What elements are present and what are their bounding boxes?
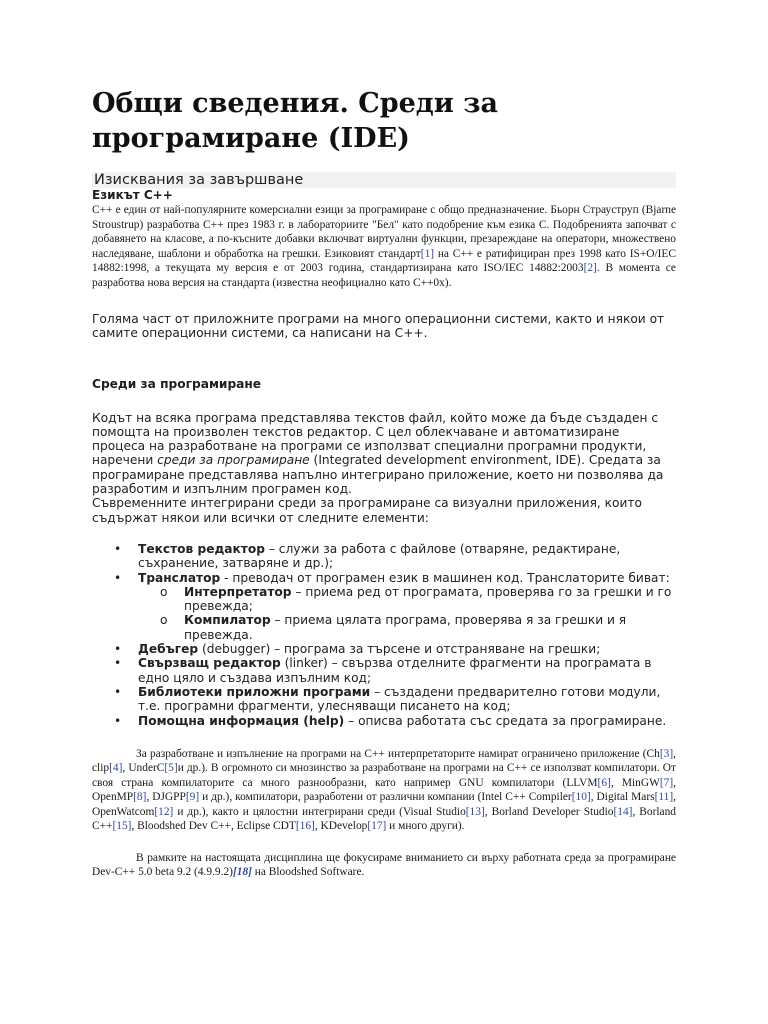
reference-link[interactable]: [7] [659,776,674,789]
reference-link[interactable]: [5] [164,762,178,775]
reference-link[interactable]: [18] [232,866,252,879]
reference-link[interactable]: [11] [654,791,674,804]
translator-types-list [138,585,676,642]
section-heading-cpp: Езикът C++ [92,188,173,202]
sub-list-item: o Компилатор – приема цялата програма, проверява я за грешки и я превежда. [160,613,627,642]
list-item: • Библиотеки приложни програми – създадени предварително готови модули, т.е. програмни фрагменти, улесняващи писането на код; [114,684,661,714]
paragraph-ide-intro: Кодът на всяка програма представлява текстов файл, който може да бъде създаден с помощта на произволен текстов редактор. С цел облекчаване и автоматизиране процеса на разработване на програми се използват специални програмни продукти, наречени среди за програмиране (Integrated development environment, IDE). Средата за програмиране представлява напълно интегрирано приложение, което ни позволява да разработим и изпълним програмен код. [92,410,664,497]
list-item: • Помощна информация (help) – описва работата със средата за програмиране. [114,713,667,728]
paragraph-cpp-usage: Голяма част от приложните програми на много операционни системи, както и някои от самите операционни системи, са написани на C++. [92,312,665,341]
reference-link[interactable]: [13] [465,805,485,818]
reference-link[interactable]: [8] [133,791,147,804]
page-title: Общи сведения. Среди за програмиране (IDE) [92,88,498,154]
reference-link[interactable]: [3] [659,747,674,760]
reference-link[interactable]: [12] [154,805,174,818]
reference-link[interactable]: [4] [109,762,123,775]
sub-list-item: o Интерпретатор – приема ред от програмата, проверява го за грешки и го превежда; [160,584,672,614]
reference-link[interactable]: [10] [571,791,591,804]
reference-link[interactable]: [16] [295,820,315,833]
list-item: • Транслатор - преводач от програмен език в машинен код. Транслаторите биват: o Интерпретатор – приема ред от програмата, проверява го за грешки и го превежда; o Компилатор – приема цялата програма, проверява я за грешки и я превежда. [92,571,676,642]
ide-elements-list [92,542,676,728]
reference-link[interactable]: [6] [597,776,611,789]
paragraph-ide-elements: Съвременните интегрирани среди за програмиране са визуални приложения, които съдържат някои или всички от следните елементи: [92,496,642,525]
list-item: • Свързващ редактор (linker) – свързва отделните фрагменти на програмата в едно цяло и създава изпълним код; [114,656,652,685]
paragraph-compilers: За разработване и изпълнение на програми на C++ интерпретаторите намират ограничено приложение (Ch[3], clip[4], UnderC[5]и др.). В огромното си мнозинство за разработване на програми на C++ се използват компилатори. От своя страна компилаторите са много разнообразни, като например GNU компилатори (LLVM[6], MinGW[7], OpenMP[8], DJGPP[9] и др.), компилатори, разработени от различни компании (Intel C++ Compiler[10], Digital Mars[11], OpenWatcom[12] и др.), както и цялостни интегрирани среди (Visual Studio[13], Borland Developer Studio[14], Borland C++[15], Bloodshed Dev C++, Eclipse CDT[16], KDevelop[17] и много други). [92,747,676,833]
list-item: • Текстов редактор – служи за работа с файлове (отваряне, редактиране, съхранение, затваряне и др.); [114,541,621,571]
reference-link[interactable]: [1] [420,247,435,260]
section-heading-ide: Среди за програмиране [92,376,262,391]
paragraph-dev-cpp: В рамките на настоящата дисциплина ще фокусираме вниманието си върху работната среда за програмиране Dev-C++ 5.0 beta 9.2 (4.9.9.2)[18] на Bloodshed Software. [92,851,676,879]
reference-link[interactable]: [17] [367,820,387,833]
reference-link[interactable]: [15] [112,820,132,833]
paragraph-cpp-intro: C++ е един от най-популярните комерсиални езици за програмиране с общо предназначение. Бьорн Страуструп (Bjarne Stroustrup) разработва C++ през 1983 г. в лабораториите "Бел" като подобрение към езика C. Подобренията започват с добавянето на класове, а по-късните добавки включват виртуални функции, презареждане на оператори, множествено наследяване, шаблони и обработка на грешки. Езиковият стандарт[1] на C++ е ратифициран през 1998 като IS+O/IEC 14882:1998, а текущата му версия е от 2003 година, стандартизирана като ISO/IEC 14882:2003[2]. В момента се разработва нова версия на стандарта (известна неофициално като C++0x). [92,204,676,289]
reference-link[interactable]: [9] [185,791,200,804]
document-page [92,86,676,880]
reference-link[interactable]: [2] [583,262,597,274]
list-item: • Дебъгер (debugger) – програма за търсене и отстраняване на грешки; [114,642,601,657]
subheading: Изисквания за завършване [92,172,676,188]
reference-link[interactable]: [14] [613,805,633,818]
